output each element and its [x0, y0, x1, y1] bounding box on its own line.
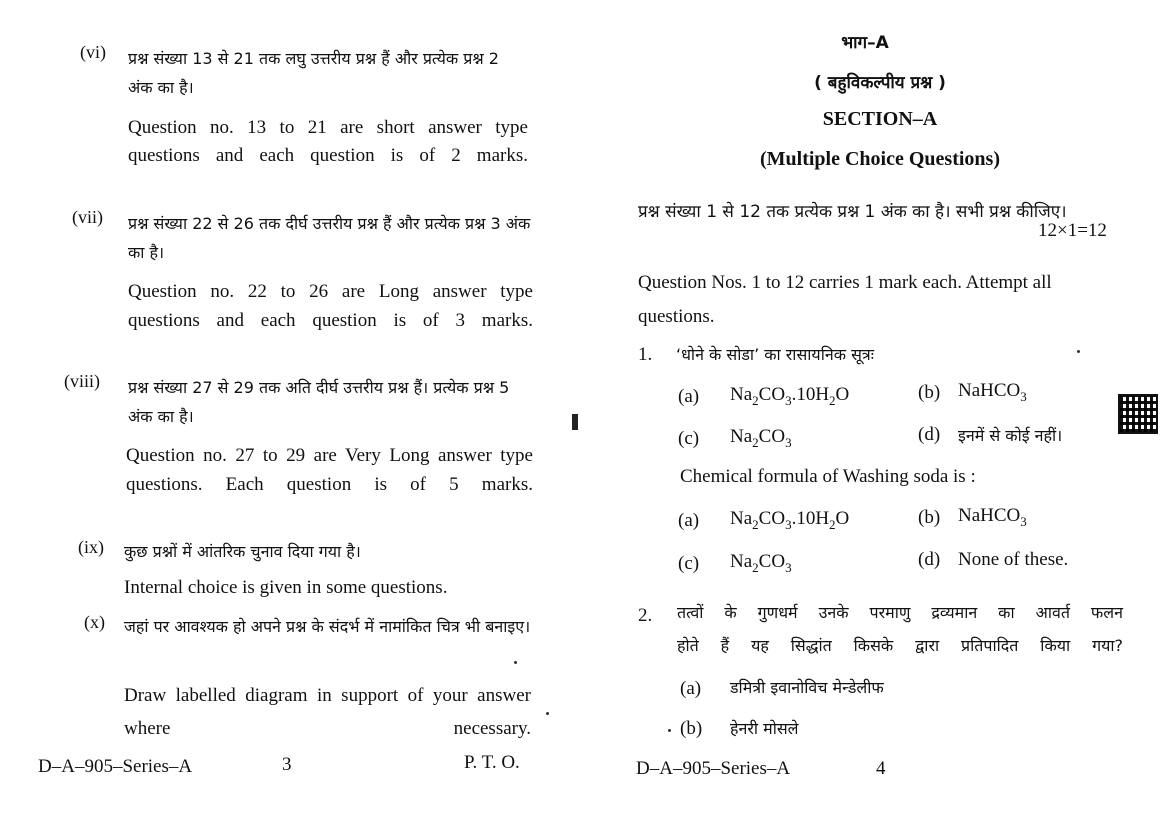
subtitle-hindi: ( बहुविकल्पीय प्रश्न ) [814, 73, 946, 93]
scan-speck [546, 712, 549, 715]
footer-series-code: D–A–905–Series–A [636, 758, 791, 779]
question-text-hindi: ‘धोने के सोडा’ का रासायनिक सूत्रः [676, 345, 874, 364]
scan-speck [668, 729, 671, 732]
binding-mark [572, 414, 578, 430]
option-label: (a) [678, 386, 700, 407]
item-number: (ix) [78, 537, 104, 557]
item-hindi-text: कुछ प्रश्नों में आंतरिक चुनाव दिया गया है। [124, 542, 361, 561]
item-hindi-text: प्रश्न संख्या 27 से 29 तक अति दीर्घ उत्तरीय प्रश्न हैं। प्रत्येक प्रश्न 5 अंक का है। [128, 378, 510, 426]
option-formula-washing-soda: $Na_2CO_3.10H_2O$ [730, 508, 850, 532]
option-formula-sodium-carbonate: $Na_2CO_3$ [730, 551, 792, 575]
item-hindi-text: जहां पर आवश्यक हो अपने प्रश्न के संदर्भ में नामांकित चित्र भी बनाइए। [124, 617, 531, 636]
option-label: (d) [918, 424, 941, 445]
scan-speck [1077, 350, 1080, 353]
option-label: (c) [678, 428, 700, 449]
instruction-hindi: प्रश्न संख्या 1 से 12 तक प्रत्येक प्रश्न 1 अंक का है। सभी प्रश्न कीजिए। [638, 202, 1067, 222]
question-text-hindi: तत्वों के गुणधर्म उनके परमाणु द्रव्यमान का आवर्त फलन [677, 603, 1123, 622]
option-label: (a) [678, 510, 700, 531]
item-number: (x) [84, 612, 105, 632]
option-text-hindi: इनमें से कोई नहीं। [958, 426, 1063, 445]
section-subtitle: (Multiple Choice Questions) [760, 148, 1000, 170]
item-english-text: Question no. 27 to 29 are Very Long answer type questions. Each question is of 5 marks. [126, 445, 533, 495]
option-label: (d) [918, 549, 941, 570]
footer-pto: P. T. O. [464, 752, 520, 773]
footer-page-number: 3 [282, 754, 292, 775]
item-hindi-text: प्रश्न संख्या 13 से 21 तक लघु उत्तरीय प्रश्न हैं और प्रत्येक प्रश्न 2 अंक का है। [128, 49, 499, 97]
option-label: (b) [918, 382, 941, 403]
item-number: (vi) [80, 42, 106, 62]
item-english-text: Question no. 13 to 21 are short answer type questions and each question is of 2 marks. [128, 117, 528, 166]
item-english-text: Question no. 22 to 26 are Long answer type questions and each question is of 3 marks. [128, 281, 533, 331]
option-label: (a) [680, 678, 702, 699]
qr-code [1118, 394, 1158, 434]
item-number: (vii) [72, 207, 103, 227]
option-formula-sodium-carbonate: $Na_2CO_3$ [730, 426, 792, 450]
item-number: (viii) [64, 371, 100, 391]
question-text-english: Chemical formula of Washing soda is : [680, 466, 976, 487]
option-label: (b) [680, 718, 703, 739]
instruction-english: Question Nos. 1 to 12 carries 1 mark each. Attempt all questions. [638, 272, 1052, 327]
option-formula-baking-soda: NaHCO$_3$ [958, 505, 1027, 529]
option-label: (b) [918, 507, 941, 528]
option-text-english: None of these. [958, 549, 1069, 570]
marks-total: 12×1=12 [1038, 220, 1107, 241]
section-heading: SECTION–A [822, 108, 938, 130]
question-number: 1. [638, 344, 653, 365]
footer-series-code: D–A–905–Series–A [38, 756, 193, 777]
item-english-text: Internal choice is given in some questions. [124, 577, 448, 598]
item-english-text: Draw labelled diagram in support of your answer where necessary. [124, 685, 531, 739]
footer-page-number: 4 [876, 758, 886, 779]
option-text-hindi: डमित्री इवानोविच मेन्डेलीफ [730, 678, 884, 697]
scan-speck [514, 661, 517, 664]
question-number: 2. [638, 605, 653, 626]
option-label: (c) [678, 553, 700, 574]
part-heading-hindi: भाग–A [841, 33, 889, 53]
option-formula-washing-soda: $Na_2CO_3.10H_2O$ [730, 384, 850, 408]
question-text-hindi: होते हैं यह सिद्धांत किसके द्वारा प्रतिपादित किया गया? [677, 636, 1123, 655]
item-hindi-text: प्रश्न संख्या 22 से 26 तक दीर्घ उत्तरीय प्रश्न हैं और प्रत्येक प्रश्न 3 अंक का है। [128, 214, 531, 262]
option-formula-baking-soda: NaHCO$_3$ [958, 380, 1027, 404]
option-text-hindi: हेनरी मोसले [730, 719, 799, 738]
